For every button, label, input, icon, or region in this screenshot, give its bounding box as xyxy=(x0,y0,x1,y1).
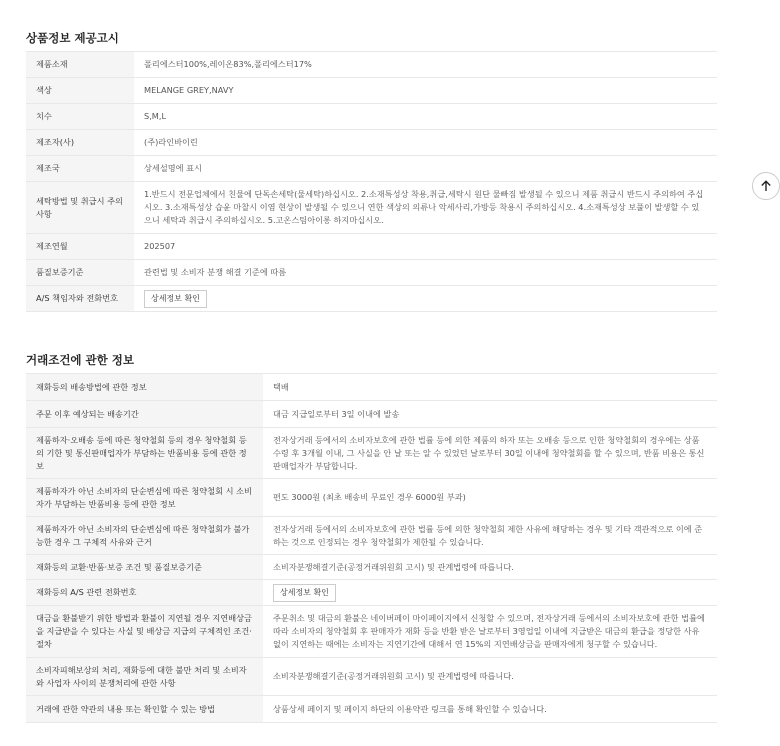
row-value: 주문취소 및 대금의 환불은 네이버페이 마이페이지에서 신청할 수 있으며, 전자상거래 등에서의 소비자보호에 관한 법률에 따라 소비자의 청약철회 후 판매자가 재화 등을 반환 받은 날로부터 3영업일 이내에 지급받은 대금의 환급을 정당한 사유 없이 지연하는 때에는 소비자는 지연기간에 대해서 연 15%의 지연배상금을 판매자에게 청구할 수 있습니다. xyxy=(273,613,705,649)
table-row xyxy=(26,696,717,723)
table-row xyxy=(26,286,717,312)
table-row xyxy=(26,479,717,517)
row-label: 제품하자가 아닌 소비자의 단순변심에 따른 청약철회가 불가능한 경우 그 구체적 사유와 근거 xyxy=(26,517,263,555)
row-label: 재화등의 배송방법에 관한 정보 xyxy=(26,374,263,401)
table-row xyxy=(26,401,717,428)
row-value: 관련법 및 소비자 분쟁 해결 기준에 따름 xyxy=(144,267,287,277)
row-label: 소비자피해보상의 처리, 재화등에 대한 불만 처리 및 소비자와 사업자 사이의 분쟁처리에 관한 사항 xyxy=(26,658,263,696)
table-row xyxy=(26,658,717,696)
table-row xyxy=(26,606,717,658)
row-value: 편도 3000원 (최초 배송비 무료인 경우 6000원 부과) xyxy=(273,492,466,502)
product-info-table xyxy=(26,51,717,312)
table-row xyxy=(26,260,717,286)
table-row xyxy=(26,580,717,606)
row-label: 재화등의 A/S 관련 전화번호 xyxy=(26,580,263,606)
row-label: 치수 xyxy=(26,104,134,130)
table-row xyxy=(26,428,717,479)
row-value: 폴리에스터100%,레이온83%,폴리에스터17% xyxy=(144,59,312,69)
row-label: 재화등의 교환·반품·보증 조건 및 품질보증기준 xyxy=(26,555,263,580)
table-row xyxy=(26,374,717,401)
arrow-up-icon xyxy=(760,180,772,192)
row-label: 제품소재 xyxy=(26,52,134,78)
row-value: (주)라인바이린 xyxy=(144,137,198,147)
row-value: 202507 xyxy=(144,241,176,251)
table-row xyxy=(26,517,717,555)
table-row xyxy=(26,234,717,260)
row-label: 주문 이후 예상되는 배송기간 xyxy=(26,401,263,428)
table-row xyxy=(26,78,717,104)
product-info-title: 상품정보 제공고시 xyxy=(26,31,119,45)
row-value xyxy=(263,580,717,606)
row-label: 제조자(사) xyxy=(26,130,134,156)
row-value: 상품상세 페이지 및 페이지 하단의 이용약관 링크를 통해 확인할 수 있습니다. xyxy=(273,703,547,714)
row-label: A/S 책임자와 전화번호 xyxy=(26,286,134,312)
row-value: 1.반드시 전문업체에서 친물에 단독손세탁(물세탁)하십시오. 2.소재특성상 착용,취급,세탁시 원단 물빠짐 발생될 수 있으니 제품 취급시 반드시 주의하여 주십시오. 3.소재특성상 습윤 마찰시 이염 현상이 발생될 수 있으니 연한 색상의 의류나 악세사리,가방등 착용시 주의하십시오. 4.소재특성상 보풀이 발생할 수 있으니 세탁과 취급시 주의하십시오. 5.고온스팀아이롱 하지마십시오. xyxy=(144,189,704,225)
as-phone-detail-button[interactable]: 상세정보 확인 xyxy=(273,584,336,602)
table-row xyxy=(26,104,717,130)
row-value: 전자상거래 등에서의 소비자보호에 관한 법률 등에 의한 제품의 하자 또는 오배송 등으로 인한 청약철회의 경우에는 상품 수령 후 3개월 이내, 그 사실을 안 날 또는 알 수 있었던 날로부터 30일 이내에 청약철회를 할 수 있으며, 반품 비용은 통신판매업자가 부담합니다. xyxy=(273,434,705,471)
row-label: 세탁방법 및 취급시 주의사항 xyxy=(26,182,134,234)
as-detail-button[interactable]: 상세정보 확인 xyxy=(144,290,207,308)
row-label: 제조국 xyxy=(26,156,134,182)
row-label: 거래에 관한 약관의 내용 또는 확인할 수 있는 방법 xyxy=(26,696,263,723)
trade-terms-table xyxy=(26,373,717,723)
row-value: 택배 xyxy=(273,381,289,392)
trade-terms-title: 거래조건에 관한 정보 xyxy=(26,353,134,367)
row-value: 대금 지급일로부터 3일 이내에 발송 xyxy=(273,408,400,419)
scroll-top-button[interactable] xyxy=(752,172,780,200)
row-value: 소비자분쟁해결기준(공정거래위원회 고시) 및 관계법령에 따릅니다. xyxy=(273,671,514,681)
row-value: MELANGE GREY,NAVY xyxy=(144,85,234,95)
table-row xyxy=(26,182,717,234)
row-value: S,M,L xyxy=(144,111,167,121)
table-row xyxy=(26,156,717,182)
row-label: 제품하자가 아닌 소비자의 단순변심에 따른 청약철회 시 소비자가 부담하는 반품비용 등에 관한 정보 xyxy=(26,479,263,517)
table-row xyxy=(26,130,717,156)
row-label: 제품하자·오배송 등에 따른 청약철회 등의 경우 청약철회 등의 기한 및 통신판매업자가 부담하는 반품비용 등에 관한 정보 xyxy=(26,428,263,479)
table-row xyxy=(26,555,717,580)
row-label: 대금을 환불받기 위한 방법과 환불이 지연될 경우 지연배상금을 지급받을 수 있다는 사실 및 배상금 지급의 구체적인 조건·절차 xyxy=(26,606,263,658)
row-value xyxy=(134,286,717,312)
row-label: 품질보증기준 xyxy=(26,260,134,286)
row-label: 제조연월 xyxy=(26,234,134,260)
table-row xyxy=(26,52,717,78)
row-value: 전자상거래 등에서의 소비자보호에 관한 법률 등에 의한 청약철회 제한 사유에 해당하는 경우 및 기타 객관적으로 이에 준하는 것으로 인정되는 경우 청약철회가 제한될 수 있습니다. xyxy=(273,523,703,547)
row-label: 색상 xyxy=(26,78,134,104)
row-value: 상세설명에 표시 xyxy=(144,163,202,173)
row-value: 소비자분쟁해결기준(공정거래위원회 고시) 및 관계법령에 따릅니다. xyxy=(273,561,514,572)
